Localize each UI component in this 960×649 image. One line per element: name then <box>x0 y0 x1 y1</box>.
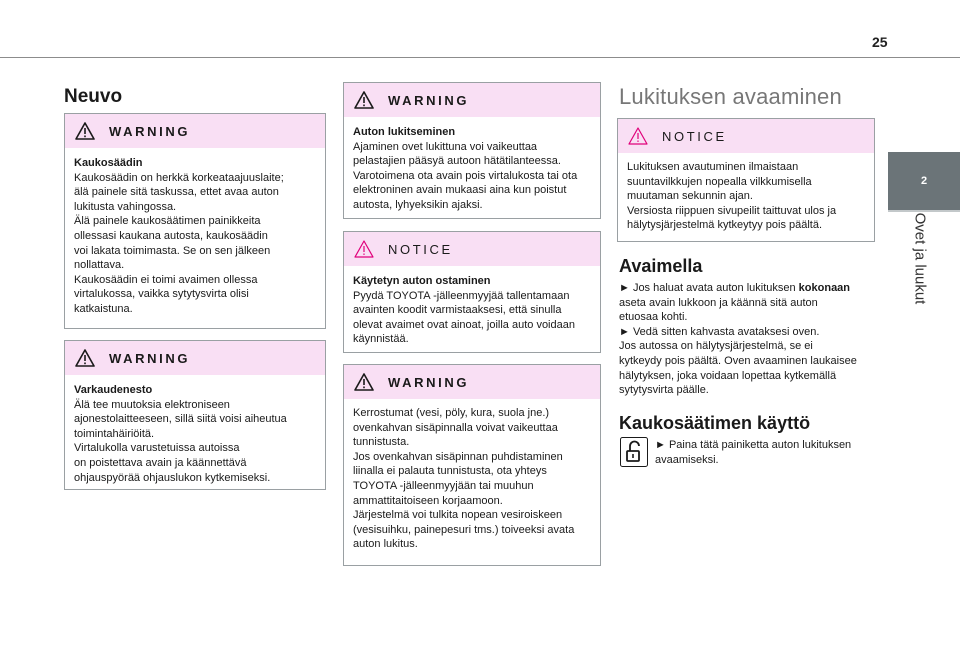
warning-title: WARNING <box>109 350 191 366</box>
notice-triangle-icon <box>628 127 648 145</box>
notice-header <box>344 232 600 266</box>
warning-lead: Auton lukitseminen <box>353 126 456 138</box>
warning-header <box>344 83 600 117</box>
warning-text: Kerrostumat (vesi, pöly, kura, suola jne.) ovenkahvan sisäpinnalla voivat vaikeuttaa tunnistusta. Jos ovenkahvan sisäpinnan puhdistaminen liinalla ei palauta tunnistusta, ota yhteys TOYOTA -jälleenmyyjään tai muuhun ammattitaitoiseen korjaamoon. Järjestelmä voi tulkita nopean vesiroiskeen (vesisuihku, painepesuri tms.) toiveeksi avata auton lukitus. <box>353 407 575 551</box>
warning-header <box>344 365 600 399</box>
warning-box-remote <box>64 113 326 329</box>
warning-text: Kaukosäädin on herkkä korkeataajuuslaite; älä painele sitä taskussa, ettet avaa auton lukitusta vahingossa. Älä painele kaukosäätimen painikkeita ollessasi kaukana autosta, kaukosäädin voi lakata toimimasta. Se on sen jälkeen nollattava. Kaukosäädin ei toimi avaimen ollessa virtalukossa, vaikka sytytysvirta olisi katkaistuna. <box>74 171 284 315</box>
warning-title: WARNING <box>388 374 470 390</box>
warning-triangle-icon <box>75 122 95 140</box>
notice-box-unlocking <box>617 118 875 242</box>
unlock-button-icon <box>620 437 648 467</box>
warning-triangle-icon <box>354 373 374 391</box>
subheading-remote-use: Kaukosäätimen käyttö <box>619 413 811 433</box>
top-rule <box>0 57 960 58</box>
with-key-text-bold: kokonaan <box>798 282 851 294</box>
notice-lead: Käytetyn auton ostaminen <box>353 275 491 287</box>
subheading-with-key: Avaimella <box>619 256 703 276</box>
notice-title: NOTICE <box>662 128 727 144</box>
chapter-title: Ovet ja luukut <box>911 212 929 305</box>
warning-box-deposits <box>343 364 601 566</box>
with-key-text-b: aseta avain lukkoon ja käännä sitä auton etuosaa kohti. ► Vedä sitten kahvasta avataksesi oven. Jos autossa on hälytysjärjestelmä, se ei kytkeydy pois päältä. Oven avaaminen laukaisee hälytyksen, joka voidaan lopettaa kytkemällä sytytysvirta päälle. <box>619 296 857 397</box>
notice-title: NOTICE <box>388 241 453 257</box>
with-key-text-a: ► Jos haluat avata auton lukituksen <box>619 282 799 294</box>
notice-triangle-icon <box>354 240 374 258</box>
warning-box-immobiliser <box>64 340 326 490</box>
chapter-tab[interactable]: 2 <box>888 152 960 210</box>
remote-use-text: ► Paina tätä painiketta auton lukituksen avaamiseksi. <box>655 439 852 466</box>
with-key-text <box>619 281 881 398</box>
notice-text: Pyydä TOYOTA -jälleenmyyjää tallentamaan avainten koodit varmistaaksesi, että sinulla olevat avaimet ovat ainoat, joilla auto voidaan käynnistää. <box>353 289 575 346</box>
notice-text: Lukituksen avautuminen ilmaistaan suuntavilkkujen nopealla vilkkumisella muutaman sekunnin ajan. Versiosta riippuen sivupeilit taittuvat ulos ja hälytysjärjestelmä kytkeytyy pois päältä. <box>627 161 837 232</box>
section-heading-unlocking: Lukituksen avaaminen <box>619 84 842 109</box>
warning-text: Älä tee muutoksia elektroniseen ajonestolaitteeseen, sillä siitä voisi aiheutua toimintahäiriöitä. Virtalukolla varustetuissa autoissa on poistettava avain ja käännettävä ohjauspyörää ohjauslukon kytkemiseksi. <box>74 398 287 484</box>
warning-triangle-icon <box>354 91 374 109</box>
warning-header <box>65 341 325 375</box>
warning-title: WARNING <box>388 92 470 108</box>
page-number: 25 <box>872 34 888 50</box>
notice-box-used-car <box>343 231 601 353</box>
warning-triangle-icon <box>75 349 95 367</box>
warning-lead: Varkaudenesto <box>74 384 153 396</box>
warning-title: WARNING <box>109 123 191 139</box>
warning-header <box>65 114 325 148</box>
warning-text: Ajaminen ovet lukittuna voi vaikeuttaa pelastajien pääsyä autoon hätätilanteessa. Varotoimena ota avain pois virtalukosta tai ota elektroninen avain mukaasi aina kun poistut autosta, lyhyeksikin ajaksi. <box>353 140 578 211</box>
section-heading-neuvo: Neuvo <box>64 86 123 107</box>
warning-lead: Kaukosäädin <box>74 157 143 169</box>
notice-header <box>618 119 874 153</box>
warning-box-locking <box>343 82 601 219</box>
